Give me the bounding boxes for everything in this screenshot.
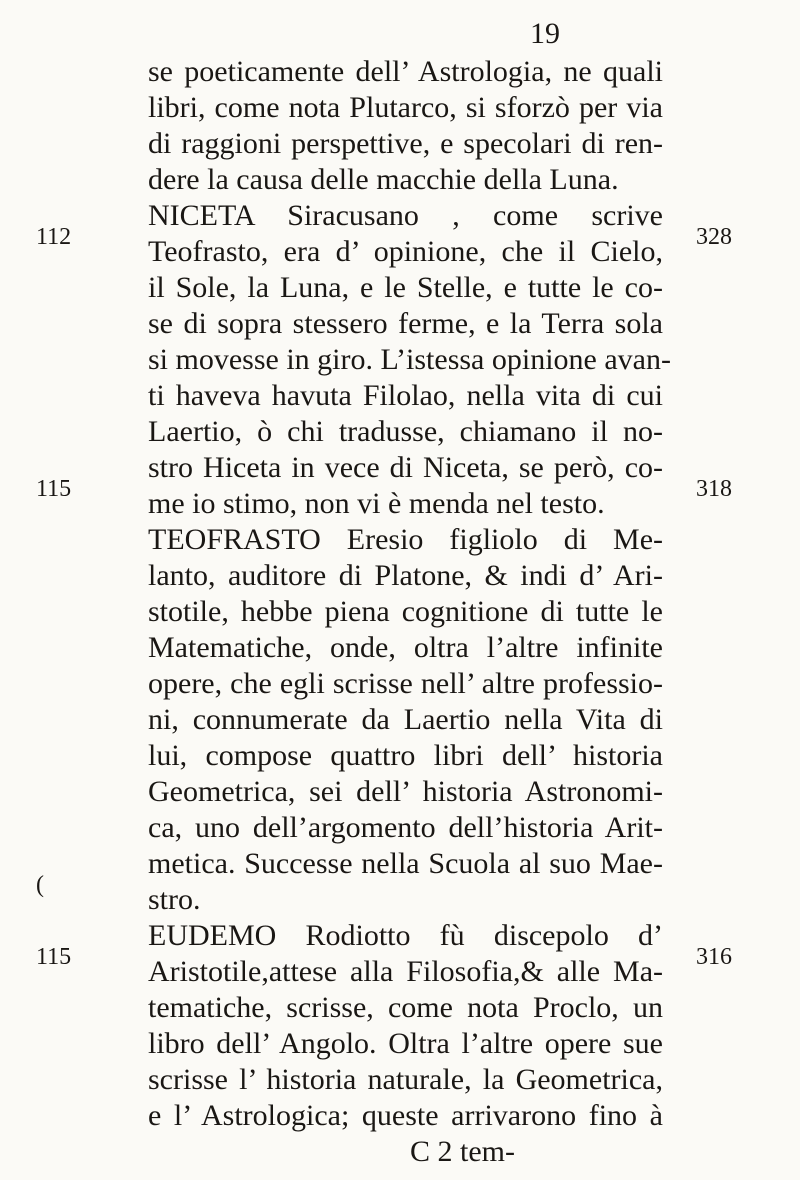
- margin-note-left: 115: [36, 476, 72, 502]
- text-line: ca, uno dell’argomento dell’historia Arit-: [148, 811, 663, 844]
- margin-note-left: 112: [36, 224, 72, 250]
- text-line: Aristotile,attese alla Filosofia,& alle Ma-: [148, 955, 663, 988]
- body-text: [148, 54, 671, 1170]
- margin-note-left: (: [36, 872, 44, 898]
- text-line: il Sole, la Luna, e le Stelle, e tutte le co-: [148, 271, 663, 304]
- text-line: TEOFRASTO Eresio figliolo di Me-: [148, 523, 663, 556]
- text-line: ni, connumerate da Laertio nella Vita di: [148, 703, 663, 736]
- text-line: stro Hiceta in vece di Niceta, se però, co-: [148, 451, 663, 484]
- text-line: dere la causa delle macchie della Luna.: [148, 163, 619, 196]
- text-line: ti haveva havuta Filolao, nella vita di cui: [148, 379, 663, 412]
- text-line: lanto, auditore di Platone, & indi d’ Ari-: [148, 559, 663, 592]
- text-line: EUDEMO Rodiotto fù discepolo d’: [148, 919, 663, 952]
- text-line: se poeticamente dell’ Astrologia, ne quali: [148, 55, 663, 88]
- margin-note-right: 318: [696, 476, 732, 502]
- margin-note-right: 328: [696, 224, 732, 250]
- text-line: metica. Successe nella Scuola al suo Mae-: [148, 847, 663, 880]
- text-line: scrisse l’ historia naturale, la Geometrica,: [148, 1063, 663, 1096]
- text-line: libro dell’ Angolo. Oltra l’altre opere sue: [148, 1027, 663, 1060]
- text-line: Laertio, ò chi tradusse, chiamano il no-: [148, 415, 663, 448]
- text-line: si movesse in giro. L’istessa opinione avan-: [148, 343, 671, 376]
- text-line: NICETA Siracusano , come scrive: [148, 199, 663, 232]
- text-line: stro.: [148, 883, 201, 916]
- margin-note-right: 316: [696, 944, 732, 970]
- text-line: di raggioni perspettive, e specolari di ren-: [148, 127, 663, 160]
- signature-catchword-line: C 2 tem-: [410, 1135, 515, 1168]
- text-line: me io stimo, non vi è menda nel testo.: [148, 487, 605, 520]
- text-line: se di sopra stessero ferme, e la Terra sola: [148, 307, 663, 340]
- text-line: opere, che egli scrisse nell’ altre professio-: [148, 667, 663, 700]
- text-line: Geometrica, sei dell’ historia Astronomi-: [148, 775, 663, 808]
- page-number: 19: [530, 17, 560, 50]
- text-line: libri, come nota Plutarco, si sforzò per via: [148, 91, 663, 124]
- text-line: stotile, hebbe piena cognitione di tutte le: [148, 595, 663, 628]
- text-line: lui, compose quattro libri dell’ historia: [148, 739, 663, 772]
- margin-note-left: 115: [36, 944, 72, 970]
- text-line: e l’ Astrologica; queste arrivarono fino à: [148, 1099, 663, 1132]
- text-line: tematiche, scrisse, come nota Proclo, un: [148, 991, 663, 1024]
- text-line: Matematiche, onde, oltra l’altre infinite: [148, 631, 663, 664]
- text-line: Teofrasto, era d’ opinione, che il Cielo,: [148, 235, 663, 268]
